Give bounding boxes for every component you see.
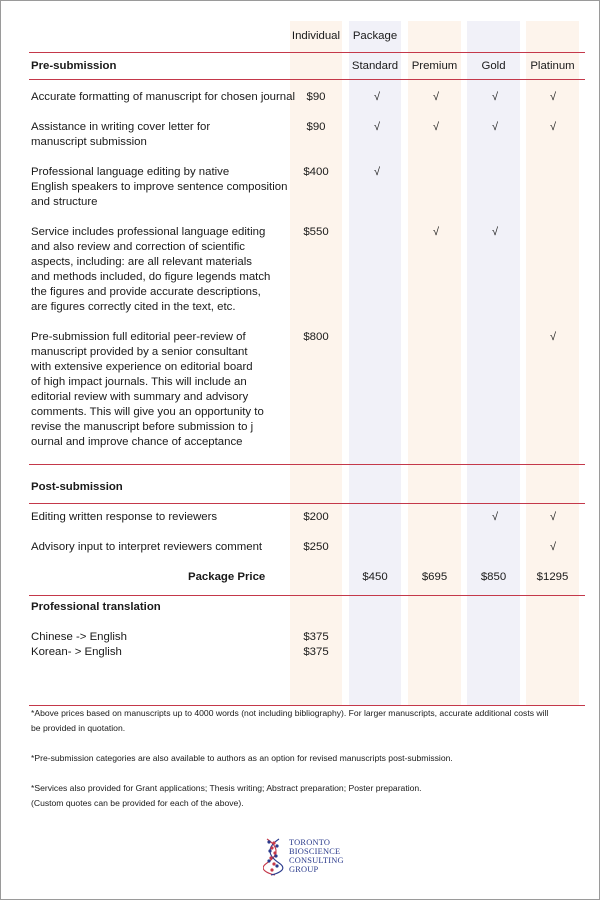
service-description: Service includes professional language editing and also review and correction of scientific aspects, including: are all relevant materials and methods included, do figure legends match the figures and provide accurate descriptions, are figures correctly cited in the text, etc.: [31, 226, 271, 313]
individual-price: $400: [303, 166, 329, 178]
post-submission-title: Post-submission: [31, 481, 123, 493]
rule: [29, 595, 585, 596]
platinum-package-label: Platinum: [530, 60, 575, 72]
gold-package-price: $850: [480, 571, 507, 583]
pre-submission-title: Pre-submission: [31, 60, 117, 72]
check-mark: √: [373, 166, 381, 178]
check-mark: √: [373, 121, 381, 133]
platinum-package-price: $1295: [536, 571, 569, 583]
individual-price: $200: [303, 511, 329, 523]
rule: [29, 79, 585, 80]
check-mark: √: [549, 91, 557, 103]
service-description: Editing written response to reviewers: [31, 511, 218, 523]
individual-header: Individual: [291, 30, 341, 42]
translation-price: $375: [303, 631, 329, 643]
check-mark: √: [549, 331, 557, 343]
service-description: Advisory input to interpret reviewers comment: [31, 541, 263, 553]
check-mark: √: [432, 91, 440, 103]
standard-package-label: Standard: [351, 60, 399, 72]
check-mark: √: [549, 541, 557, 553]
service-description: Accurate formatting of manuscript for chosen journal: [31, 91, 296, 103]
service-description: Pre-submission full editorial peer-review of manuscript provided by a senior consultant with extensive experience on editorial board of high impact journals. This will include an editorial review with summary and advisory comments. This will give you an opportunity to revise the manuscript before submission to j ournal and improve chance of acceptance: [31, 331, 264, 448]
premium-package-label: Premium: [411, 60, 458, 72]
package-header: Package: [352, 30, 398, 42]
standard-package-price: $450: [362, 571, 388, 583]
individual-price: $90: [306, 121, 326, 133]
check-mark: √: [491, 511, 499, 523]
check-mark: √: [491, 121, 499, 133]
footnote: *Above prices based on manuscripts up to 4000 words (not including bibliography). For larger manuscripts, accurate additional costs will: [31, 708, 549, 718]
footnote: be provided in quotation.: [31, 723, 126, 733]
footnote: (Custom quotes can be provided for each of the above).: [31, 798, 244, 808]
translation-title: Professional translation: [31, 601, 161, 613]
check-mark: √: [491, 91, 499, 103]
footnote: *Services also provided for Grant applications; Thesis writing; Abstract preparation; Poster preparation.: [31, 783, 422, 793]
rule: [29, 464, 585, 465]
check-mark: √: [549, 511, 557, 523]
check-mark: √: [373, 91, 381, 103]
rule: [29, 503, 585, 504]
translation-language-pair: Chinese -> English: [31, 631, 127, 643]
rule: [29, 52, 585, 53]
individual-price: $800: [303, 331, 329, 343]
footnote: *Pre-submission categories are also available to authors as an option for revised manuscripts post-submission.: [31, 753, 453, 763]
service-description: Assistance in writing cover letter for manuscript submission: [31, 121, 211, 148]
package-price-label: Package Price: [188, 571, 266, 583]
translation-price: $375: [303, 646, 329, 658]
check-mark: √: [549, 121, 557, 133]
individual-price: $250: [303, 541, 329, 553]
individual-price: $550: [303, 226, 329, 238]
check-mark: √: [491, 226, 499, 238]
check-mark: √: [432, 121, 440, 133]
translation-language-pair: Korean- > English: [31, 646, 122, 658]
service-description: Professional language editing by native English speakers to improve sentence composition and structure: [31, 166, 288, 208]
gold-package-label: Gold: [481, 60, 506, 72]
premium-package-price: $695: [421, 571, 448, 583]
company-name-logo-text: TORONTO BIOSCIENCE CONSULTING GROUP: [289, 838, 344, 874]
check-mark: √: [432, 226, 440, 238]
individual-price: $90: [306, 91, 326, 103]
